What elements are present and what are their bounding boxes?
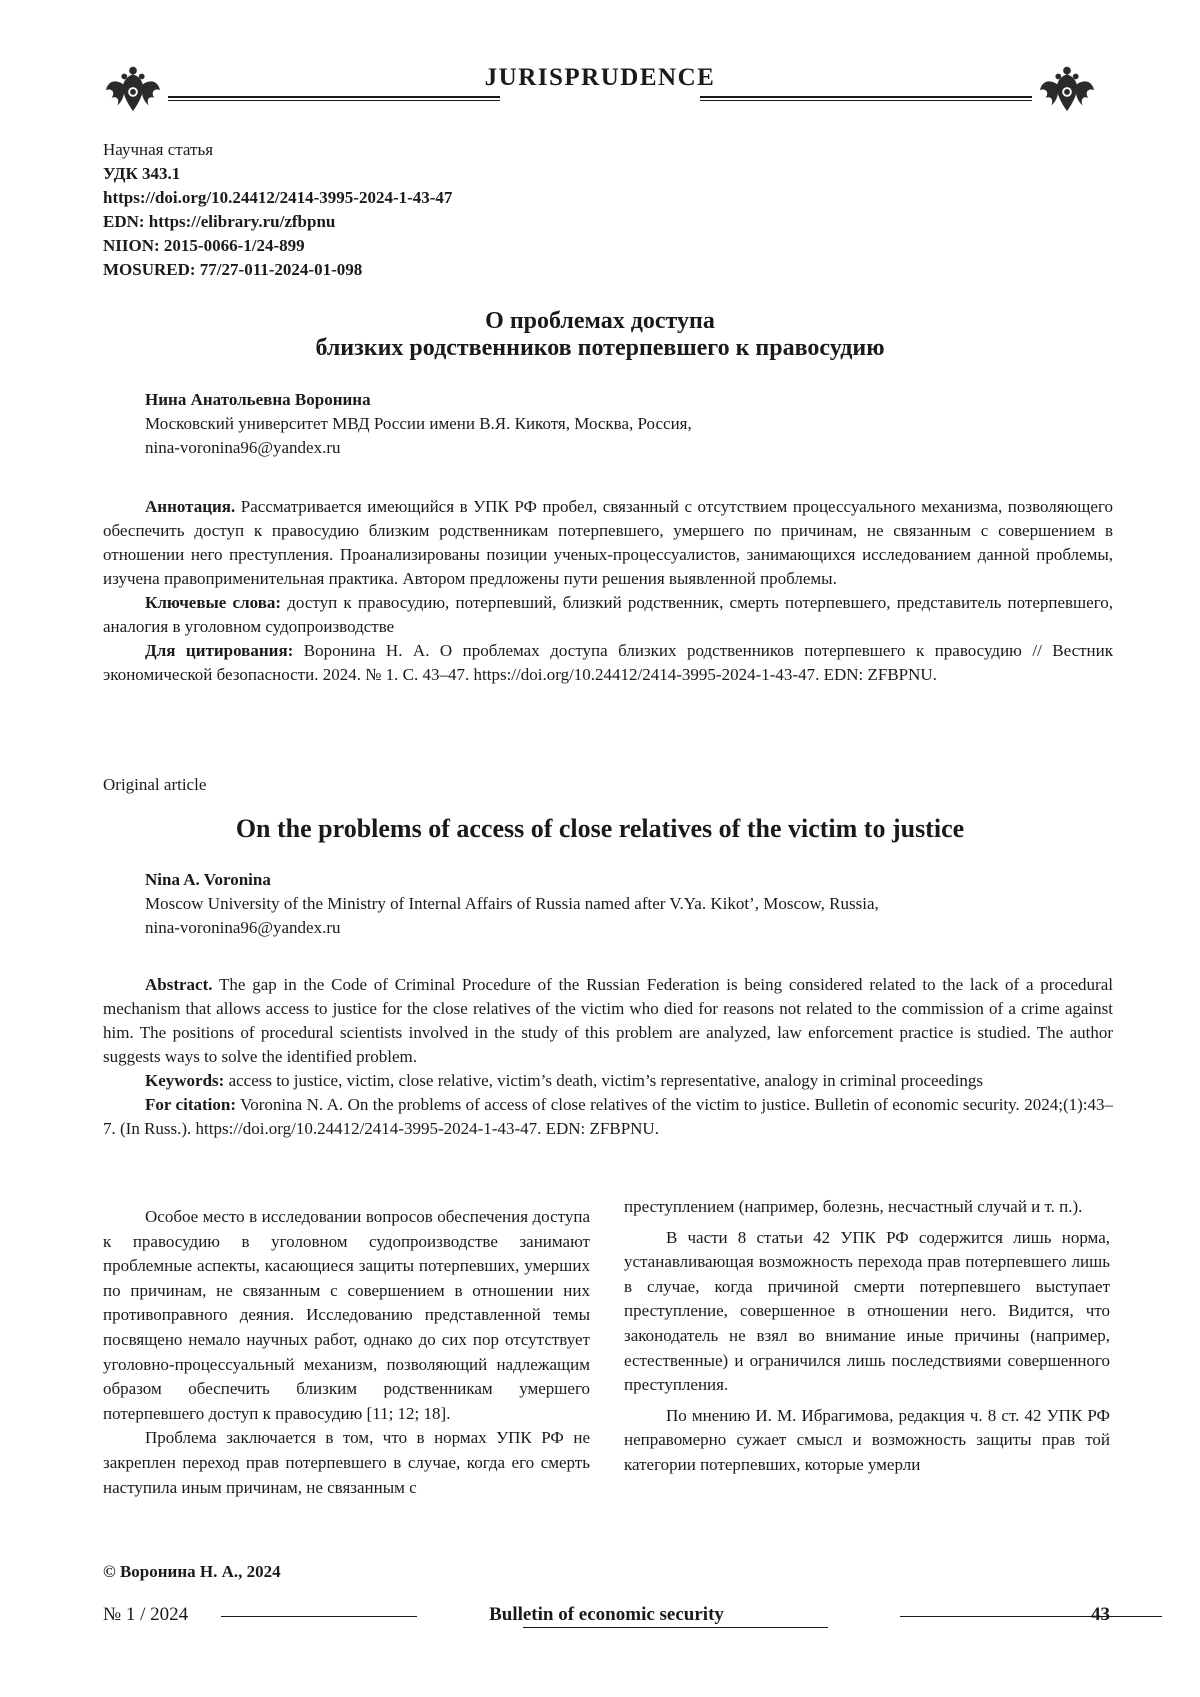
running-header [100,58,1100,118]
udk: УДК 343.1 [103,164,181,183]
title-ru [100,308,1100,362]
body-paragraph: Проблема заключается в том, что в нормах УПК РФ не закреплен переход прав потерпевшего в случае, когда его смерть наступила иным причинам, не связанным с [103,1428,590,1497]
abstract-ru-label: Аннотация. [145,497,236,516]
copyright: © Воронина Н. А., 2024 [103,1562,281,1581]
keywords-en-label: Keywords: [145,1071,225,1090]
author-block-ru [145,388,692,460]
mosured: MOSURED: 77/27-011-2024-01-098 [103,260,363,279]
abstract-ru-paragraph [103,495,1113,591]
header-rule-left [168,96,500,101]
author-affiliation-en: Moscow University of the Ministry of Internal Affairs of Russia named after V.Ya. Kikot’, Moscow, Russia, [145,894,879,913]
page-footer [103,1604,1110,1634]
abstract-ru-text: Рассматривается имеющийся в УПК РФ пробел, связанный с отсутствием процессуального механизма, позволяющего обеспечить доступ к правосудию близким родственникам потерпевшего, умершего по причинам, не связанным с совершением в отношении него преступления. Проанализированы позиции ученых-процессуалистов, занимающихся исследованием данной проблемы, изучена правоприменительная практика. Автором предложены пути решения выявленной проблемы. [103,497,1113,588]
title-ru-line1: О проблемах доступа [485,308,715,334]
niion: NIION: 2015-0066-1/24-899 [103,236,305,255]
edn-link[interactable]: EDN: https://elibrary.ru/zfbpnu [103,212,336,231]
author-block-en [145,868,879,940]
body-paragraph: В части 8 статьи 42 УПК РФ содержится лишь норма, устанавливающая возможность перехода прав потерпевшего лишь в случае, когда причиной смерти потерпевшего выступает преступление, совершенное в отношении него. Видится, что законодатель не взял во внимание иные причины (например, естественные) и ограничился лишь последствиями совершенного преступления. [624,1227,1110,1395]
journal-name: Bulletin of economic security [489,1604,724,1625]
keywords-en-paragraph [103,1069,1113,1093]
citation-ru-label: Для цитирования: [145,641,294,660]
title-en: On the problems of access of close relatives of the victim to justice [235,814,965,843]
abstract-en-label: Abstract. [145,975,213,994]
abstract-en-text: The gap in the Code of Criminal Procedure of the Russian Federation is being considered related to the lack of a procedural mechanism that allows access to justice for the close relatives of the victim who died for reasons not related to the commission of a crime against him. The positions of procedural scientists involved in the study of this problem are analyzed, law enforcement practice is studied. The author suggests ways to solve the identified problem. [103,975,1113,1066]
author-email-en[interactable]: nina-voronina96@yandex.ru [145,918,341,937]
author-name-ru: Нина Анатольевна Воронина [145,390,371,409]
issue-number: № 1 / 2024 [103,1604,189,1625]
citation-ru-paragraph [103,639,1113,687]
body-paragraph: преступлением (например, болезнь, несчастный случай и т. п.). [624,1197,1083,1216]
header-rule-right [700,96,1032,101]
citation-en-text: Voronina N. A. On the problems of access of close relatives of the victim to justice. Bulletin of economic security. 2024;(1):43–7. (In Russ.). https://doi.org/10.24412/2414-3995-2024-1-43-47. EDN: ZFBPNU. [103,1095,1113,1138]
abstract-en [103,973,1113,1141]
keywords-ru-label: Ключевые слова: [145,593,282,612]
article-type: Научная статья [103,140,214,159]
title-ru-line2: близких родственников потерпевшего к правосудию [315,335,885,361]
author-affiliation-ru: Московский университет МВД России имени В.Я. Кикотя, Москва, Россия, [145,414,692,433]
body-paragraph: Особое место в исследовании вопросов обеспечения доступа к правосудию в уголовном судопроизводстве занимают проблемные аспекты, касающиеся защиты потерпевших, умерших по причинам, не связанным с совершением в отношении них противоправного деяния. Исследованию представленной темы посвящено немало научных работ, однако до сих пор отсутствует уголовно-процессуальный механизм, позволяющий надлежащим образом обеспечить близким родственникам умершего потерпевшего доступ к правосудию [11; 12; 18]. [103,1207,590,1423]
body-paragraph: По мнению И. М. Ибрагимова, редакция ч. 8 ст. 42 УПК РФ неправомерно сужает смысл и возможность защиты прав той категории потерпевших, которые умерли [624,1405,1110,1474]
keywords-en-text: access to justice, victim, close relative, victim’s death, victim’s representative, analogy in criminal proceedings [224,1071,983,1090]
abstract-ru [103,495,1113,687]
article-metadata [103,138,452,282]
abstract-en-paragraph [103,973,1113,1069]
footer-rule-right [900,1616,1162,1617]
page-number: 43 [1091,1604,1110,1625]
article-type-en: Original article [103,775,207,794]
author-name-en: Nina A. Voronina [145,870,271,889]
keywords-ru-text: доступ к правосудию, потерпевший, близкий родственник, смерть потерпевшего, представитель потерпевшего, аналогия в уголовном судопроизводстве [103,593,1113,636]
citation-en-label: For citation: [145,1095,236,1114]
body-column-left [103,1205,590,1500]
doi-link[interactable]: https://doi.org/10.24412/2414-3995-2024-1-43-47 [103,188,453,207]
journal-name-underline [523,1627,828,1628]
double-headed-eagle-emblem-icon [1038,62,1096,118]
section-title: JURISPRUDENCE [484,64,716,91]
citation-ru-text: Воронина Н. А. О проблемах доступа близких родственников потерпевшего к правосудию // Вестник экономической безопасности. 2024. № 1. С. 43–47. https://doi.org/10.24412/2414-3995-2024-1-43-47. EDN: ZFBPNU. [103,641,1114,684]
body-column-right [624,1195,1110,1478]
author-email-ru[interactable]: nina-voronina96@yandex.ru [145,438,341,457]
citation-en-paragraph [103,1093,1113,1141]
keywords-ru-paragraph [103,591,1113,639]
